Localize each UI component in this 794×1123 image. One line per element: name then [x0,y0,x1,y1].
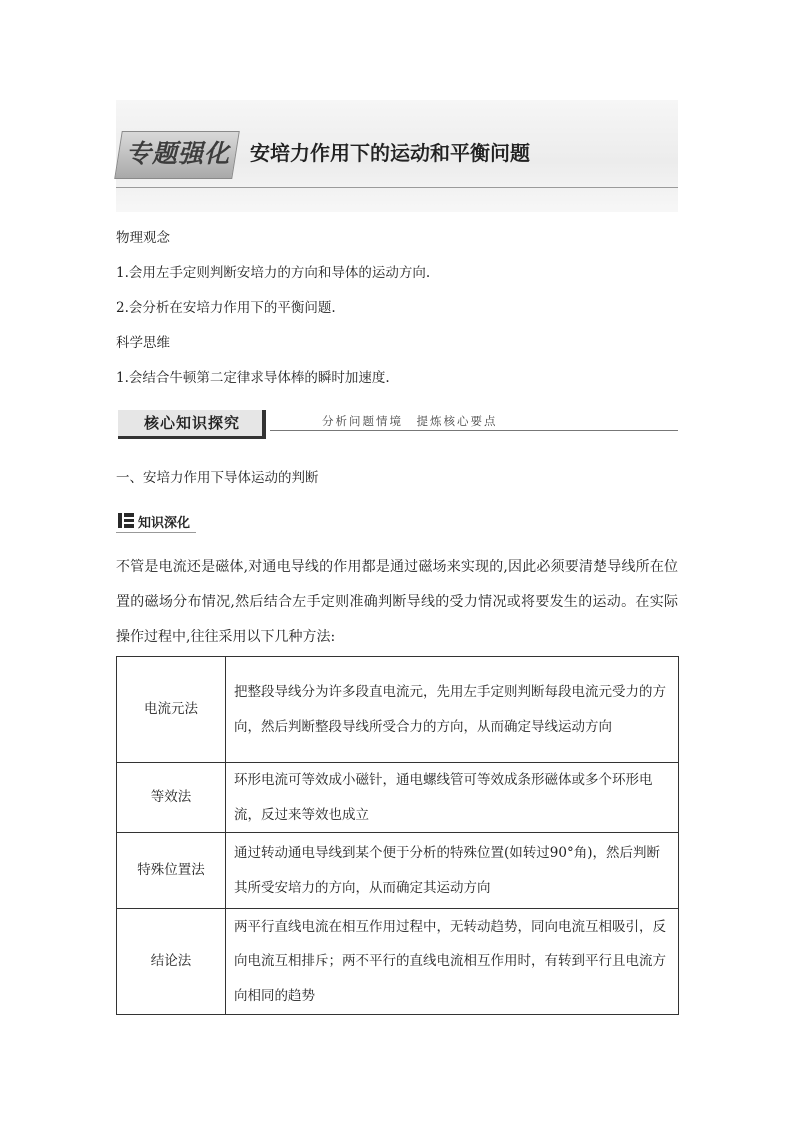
page-title: 安培力作用下的运动和平衡问题 [250,141,530,165]
objective-item-2: 2.会分析在安培力作用下的平衡问题. [116,300,336,316]
section-subtitle: 分析问题情境 提炼核心要点 [322,414,498,428]
objective-item-3: 1.会结合牛顿第二定律求导体棒的瞬时加速度. [116,370,390,386]
table-row [117,763,679,833]
method-name: 结论法 [117,909,226,1015]
section-label: 核心知识探究 [118,410,266,439]
table-row [117,657,679,763]
objective-heading-2: 科学思维 [116,335,170,351]
method-name: 特殊位置法 [117,833,226,909]
subheading: 一、安培力作用下导体运动的判断 [116,470,319,486]
method-description: 两平行直线电流在相互作用过程中，无转动趋势，同向电流互相吸引，反向电流互相排斥；两不平行的直线电流相互作用时，有转到平行且电流方向相同的趋势 [226,909,679,1015]
table-row [117,909,679,1015]
tag-underline [116,532,196,533]
topic-badge-label: 专题强化 [125,139,230,168]
tag-label: 知识深化 [138,516,191,531]
section-notch [262,410,266,436]
methods-table [116,656,679,1015]
method-description: 环形电流可等效成小磁针，通电螺线管可等效成条形磁体或多个环形电流，反过来等效也成立 [226,763,679,833]
table-row [117,833,679,909]
intro-paragraph: 不管是电流还是磁体,对通电导线的作用都是通过磁场来实现的,因此必须要清楚导线所在位置的磁场分布情况,然后结合左手定则准确判断导线的受力情况或将要发生的运动。在实际操作过程中,往往采用以下几种方法: [116,559,678,645]
header-divider [116,187,678,188]
method-description: 把整段导线分为许多段直电流元，先用左手定则判断每段电流元受力的方向，然后判断整段导线所受合力的方向，从而确定导线运动方向 [226,657,679,763]
list-icon [118,513,134,528]
method-name: 电流元法 [117,657,226,763]
objective-item-1: 1.会用左手定则判断安培力的方向和导体的运动方向. [116,265,431,281]
objective-heading-1: 物理观念 [116,230,170,246]
method-description: 通过转动通电导线到某个便于分析的特殊位置(如转过90°角)，然后判断其所受安培力的方向，从而确定其运动方向 [226,833,679,909]
section-rule [270,430,678,431]
method-name: 等效法 [117,763,226,833]
